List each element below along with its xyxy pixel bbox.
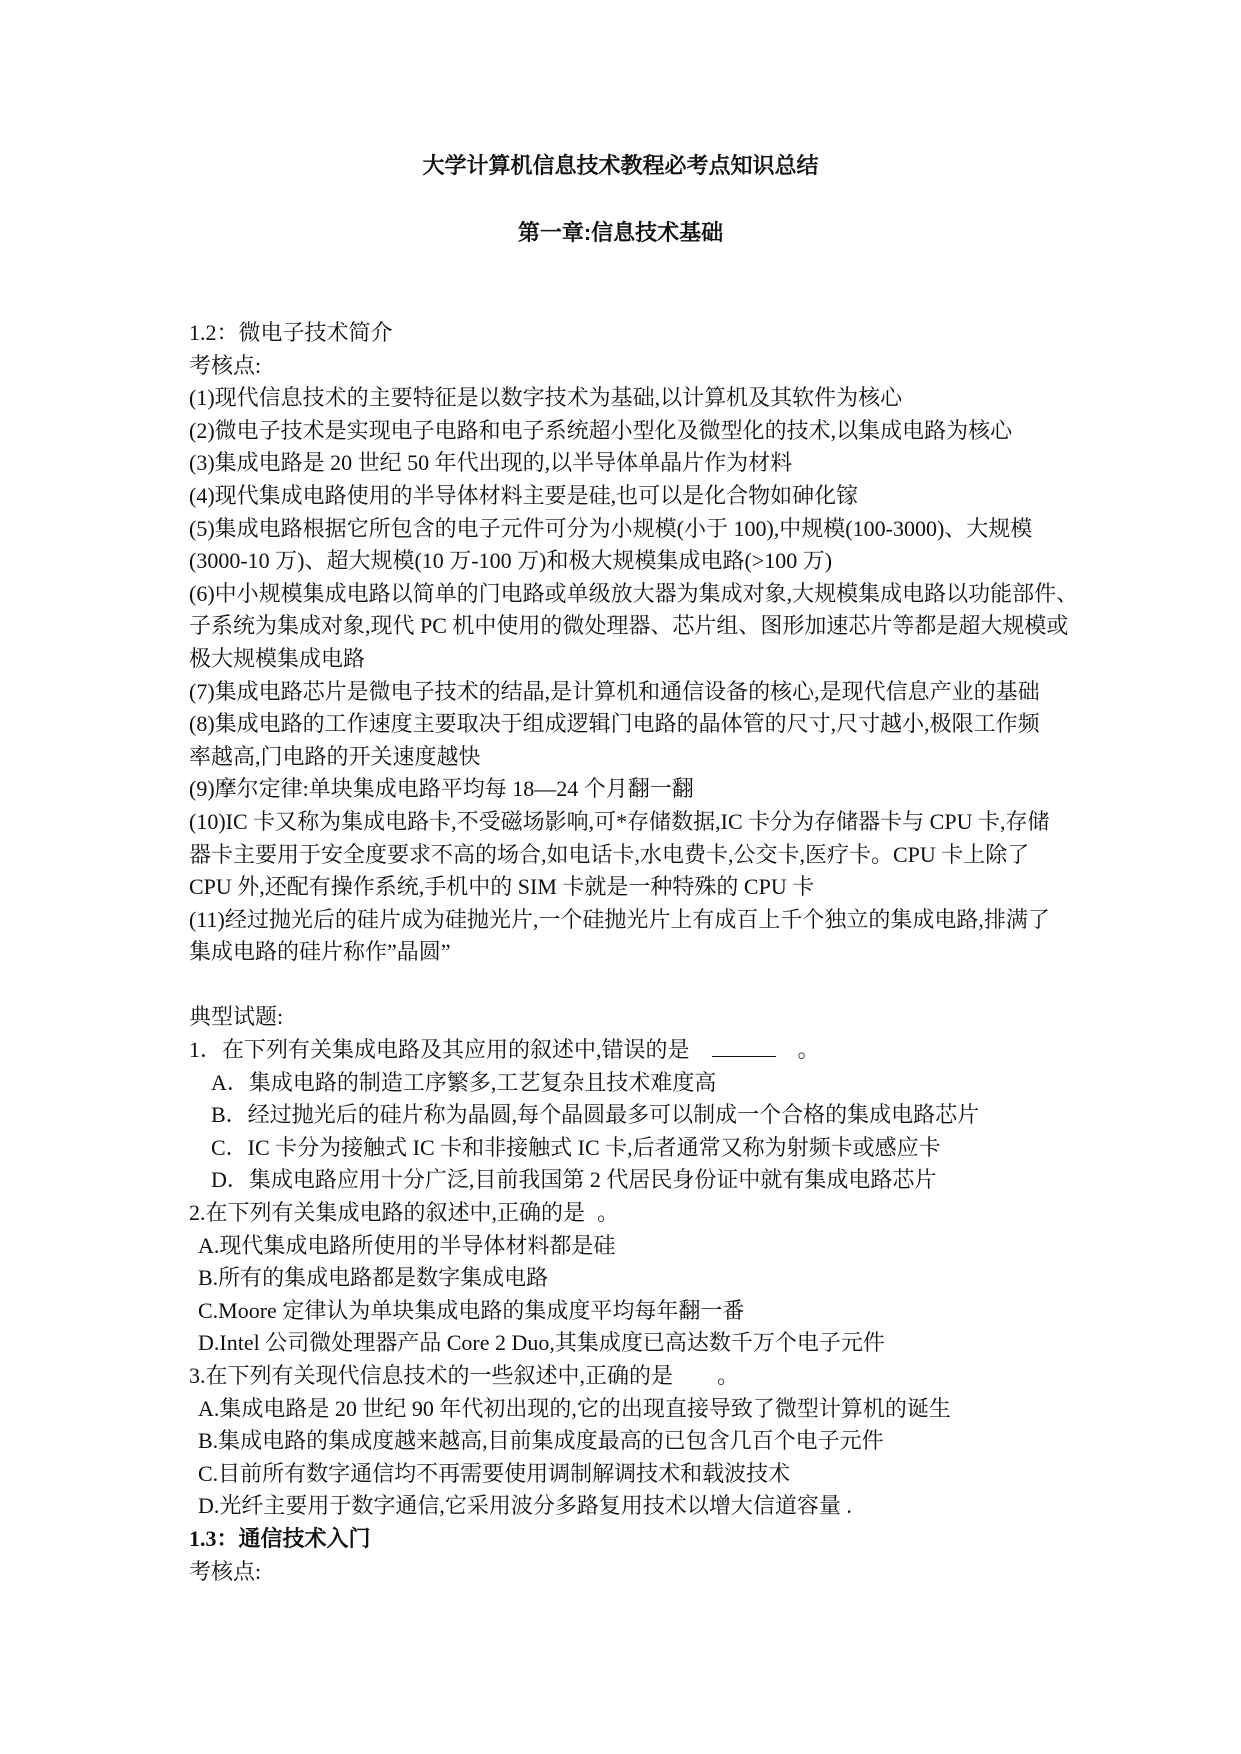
key-point-item	[189, 676, 1189, 709]
key-point-item	[189, 513, 1189, 578]
key-point-line: (11)经过抛光后的硅片成为硅抛光片,一个硅抛光片上有成百上千个独立的集成电路,排满了	[189, 906, 1050, 932]
key-point-line: (6)中小规模集成电路以简单的门电路或单级放大器为集成对象,大规模集成电路以功能部件、	[189, 580, 1079, 606]
key-point-item	[189, 578, 1189, 676]
question-option: B．经过抛光后的硅片称为晶圆,每个晶圆最多可以制成一个合格的集成电路芯片	[211, 1102, 980, 1128]
key-point-item	[189, 382, 1189, 415]
question-item	[189, 1197, 1189, 1360]
key-point-line: 率越高,门电路的开关速度越快	[189, 743, 481, 769]
question-stem-text: 2.在下列有关集成电路的叙述中,正确的是	[189, 1200, 586, 1226]
key-point-item	[189, 415, 1189, 448]
question-stem-end: 。	[797, 1037, 820, 1063]
question-option: C.目前所有数字通信均不再需要使用调制解调技术和载波技术	[198, 1460, 791, 1486]
key-point-line: (3)集成电路是 20 世纪 50 年代出现的,以半导体单晶片作为材料	[189, 450, 793, 476]
question-stem	[189, 1034, 1189, 1067]
section-heading: 1.3：通信技术入门	[189, 1525, 371, 1551]
question-item	[189, 1360, 1189, 1523]
question-option: D.Intel 公司微处理器产品 Core 2 Duo,其集成度已高达数千万个电子元件	[198, 1330, 885, 1356]
key-point-line: 极大规模集成电路	[189, 645, 366, 671]
key-point-item	[189, 480, 1189, 513]
question-stem	[189, 1197, 1189, 1230]
key-point-line: (2)微电子技术是实现电子电路和电子系统超小型化及微型化的技术,以集成电路为核心	[189, 417, 1013, 443]
document-title: 大学计算机信息技术教程必考点知识总结	[422, 153, 819, 178]
key-point-line: (5)集成电路根据它所包含的电子元件可分为小规模(小于 100),中规模(100-3000)、大规模	[189, 515, 1033, 541]
key-point-line: (8)集成电路的工作速度主要取决于组成逻辑门电路的晶体管的尺寸,尺寸越小,极限工作频	[189, 711, 1040, 737]
document-body	[189, 317, 1189, 1588]
question-option: D.光纤主要用于数字通信,它采用波分多路复用技术以增大信道容量 .	[198, 1493, 852, 1519]
question-stem	[189, 1360, 1189, 1393]
question-item	[189, 1034, 1189, 1197]
question-option: A.现代集成电路所使用的半导体材料都是硅	[198, 1232, 616, 1258]
question-stem-end: 。	[717, 1363, 740, 1388]
key-point-line: (1)现代信息技术的主要特征是以数字技术为基础,以计算机及其软件为核心	[189, 385, 903, 411]
key-point-item	[189, 447, 1189, 480]
key-point-line: 集成电路的硅片称作”晶圆”	[189, 939, 451, 965]
key-points-label: 考核点:	[189, 1558, 262, 1584]
question-stem-end: 。	[597, 1200, 620, 1226]
key-point-item	[189, 904, 1189, 969]
key-point-line: 器卡主要用于安全度要求不高的场合,如电话卡,水电费卡,公交卡,医疗卡。CPU 卡上除了	[189, 841, 1030, 867]
question-option: C.Moore 定律认为单块集成电路的集成度平均每年翻一番	[198, 1297, 745, 1323]
key-point-line: CPU 外,还配有操作系统,手机中的 SIM 卡就是一种特殊的 CPU 卡	[189, 874, 815, 900]
chapter-heading: 第一章:信息技术基础	[517, 220, 724, 245]
key-point-line: (4)现代集成电路使用的半导体材料主要是硅,也可以是化合物如砷化镓	[189, 482, 859, 508]
key-point-item	[189, 708, 1189, 773]
paragraph-spacer	[189, 969, 1189, 1002]
question-option: B.所有的集成电路都是数字集成电路	[198, 1265, 549, 1291]
key-point-line: (7)集成电路芯片是微电子技术的结晶,是计算机和通信设备的核心,是现代信息产业的基础	[189, 678, 1040, 704]
question-option: A.集成电路是 20 世纪 90 年代初出现的,它的出现直接导致了微型计算机的诞生	[198, 1395, 951, 1421]
key-point-item	[189, 806, 1189, 904]
question-option: B.集成电路的集成度越来越高,目前集成度最高的已包含几百个电子元件	[198, 1428, 884, 1454]
key-points-label: 考核点:	[189, 352, 262, 378]
section-heading: 1.2：微电子技术简介	[189, 320, 393, 345]
question-stem-text: 3.在下列有关现代信息技术的一些叙述中,正确的是	[189, 1363, 674, 1388]
key-point-item	[189, 773, 1189, 806]
key-point-line: (9)摩尔定律:单块集成电路平均每 18—24 个月翻一翻	[189, 776, 694, 802]
question-option: C．IC 卡分为接触式 IC 卡和非接触式 IC 卡,后者通常又称为射频卡或感应卡	[211, 1134, 941, 1160]
question-stem-text: 1．在下列有关集成电路及其应用的叙述中,错误的是	[189, 1037, 690, 1063]
question-option: D．集成电路应用十分广泛,目前我国第 2 代居民身份证中就有集成电路芯片	[211, 1167, 937, 1193]
question-option: A．集成电路的制造工序繁多,工艺复杂且技术难度高	[211, 1069, 717, 1095]
key-point-line: 子系统为集成对象,现代 PC 机中使用的微处理器、芯片组、图形加速芯片等都是超大规模或	[189, 613, 1069, 639]
answer-blank	[712, 1034, 776, 1057]
key-point-line: (10)IC 卡又称为集成电路卡,不受磁场影响,可*存储数据,IC 卡分为存储器卡与 CPU 卡,存储	[189, 808, 1050, 834]
key-point-line: (3000-10 万)、超大规模(10 万-100 万)和极大规模集成电路(>100 万)	[189, 548, 833, 574]
exercises-label: 典型试题:	[189, 1004, 284, 1030]
